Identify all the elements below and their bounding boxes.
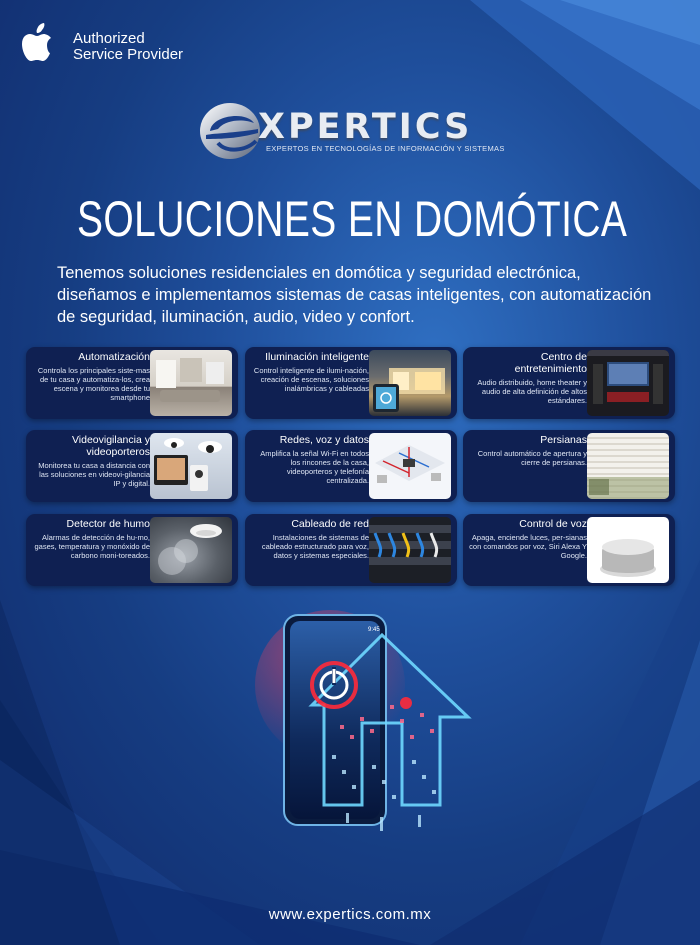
service-desc: Control automático de apertura y cierre de persianas. (477, 449, 587, 467)
website-url[interactable]: www.expertics.com.mx (268, 906, 432, 923)
living-room-photo (150, 350, 232, 416)
service-title: Cableado de red (291, 518, 369, 530)
patch-panel-photo (369, 517, 451, 583)
intro-text: Tenemos soluciones residenciales en domótica y seguridad electrónica, diseñamos e implementamos sistemas de casas inteligentes, con automatización de seguridad, iluminación, audio, video y confort. (57, 264, 652, 326)
apple-logo-icon (18, 20, 58, 68)
smart-home-arrow-graphic (250, 605, 490, 855)
service-desc: Instalaciones de sistemas de cableado estructurado para voz, datos y sistemas especiales. (261, 533, 369, 560)
service-card-persianas (463, 430, 675, 502)
service-desc: Monitorea tu casa a distancia con las soluciones en videovi-gilancia IP y digital. (38, 461, 150, 488)
service-desc: Control inteligente de ilumi-nación, creación de escenas, soluciones inalámbricas y cableadas (253, 366, 369, 393)
service-card-iluminacion (245, 347, 457, 419)
service-desc: Apaga, enciende luces, per-sianas con comandos por voz, Siri Alexa Y Google. (469, 533, 587, 560)
network-diagram-photo (369, 433, 451, 499)
service-title: Redes, voz y datos (279, 434, 369, 446)
service-card-voz (463, 514, 675, 586)
service-desc: Amplifica la señal Wi-Fi en todos los rincones de la casa, videoporteros y telefonía centralizada. (260, 449, 369, 485)
brand-name: XPERTICS (258, 107, 473, 147)
service-card-humo (26, 514, 238, 586)
service-title: Control de voz (519, 518, 587, 530)
service-title: Persianas (540, 434, 587, 446)
service-title: Iluminación inteligente (265, 351, 369, 363)
headline: SOLUCIONES EN DOMÓTICA (77, 191, 628, 247)
service-card-videovigilancia (26, 430, 238, 502)
blinds-photo (587, 433, 669, 499)
brand-tagline: EXPERTOS EN TECNOLOGÍAS DE INFORMACIÓN Y SISTEMAS (266, 144, 505, 153)
service-desc: Alarmas de detección de hu-mo, gases, temperatura y monóxido de carbono moni-toreados. (34, 533, 150, 560)
service-card-redes (245, 430, 457, 502)
service-card-cableado (245, 514, 457, 586)
service-card-entretenimiento (463, 347, 675, 419)
brand-logo (196, 93, 516, 165)
authorized-service-provider (73, 31, 183, 63)
smart-speaker-photo (587, 517, 669, 583)
service-title: Centro de entretenimiento (514, 351, 587, 375)
service-title: Automatización (78, 351, 150, 363)
home-theater-photo (587, 350, 669, 416)
service-card-automatizacion (26, 347, 238, 419)
service-title: Detector de humo (66, 518, 150, 530)
badge-line2: Service Provider (73, 46, 184, 63)
service-desc: Audio distribuido, home theater y audio de alta definición de altos estándares. (477, 378, 587, 405)
service-title: Videovigilancia y videoporteros (71, 434, 150, 458)
smoke-detector-photo (150, 517, 232, 583)
lit-house-tablet-photo (369, 350, 451, 416)
cameras-photo (150, 433, 232, 499)
badge-line1: Authorized (73, 30, 145, 47)
phone-time: 9:45 (368, 627, 380, 633)
service-desc: Controla los principales siste-mas de tu casa y automatiza-los, crea escena y monitorea desde tu smartphone (37, 366, 150, 402)
